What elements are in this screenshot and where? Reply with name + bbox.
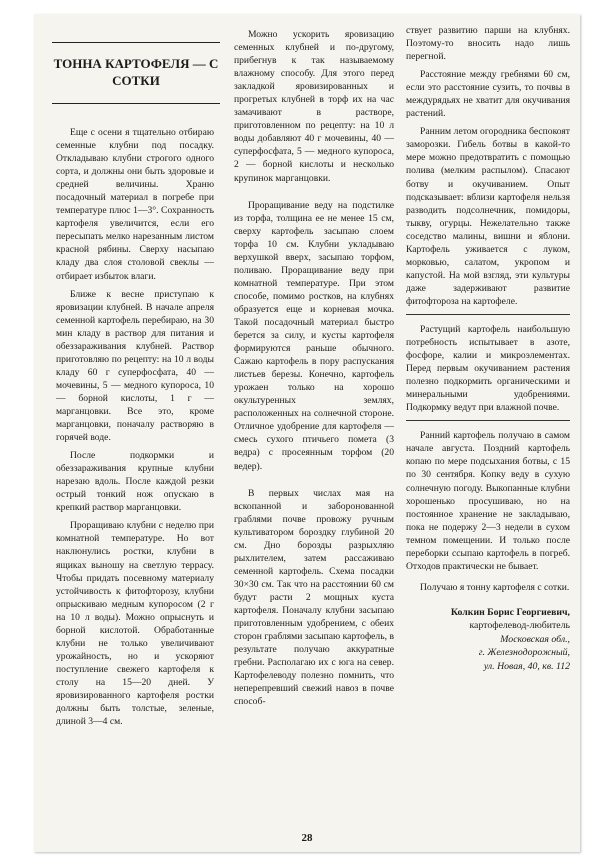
author-name: Колкин Борис Георгиевич, <box>450 606 570 618</box>
author-address-line: г. Железнодорожный, <box>478 647 570 659</box>
author-address-line: Московская обл., <box>500 633 570 645</box>
paragraph: Можно ускорить яровизацию семенных клубней и по-другому, прибегнув к так называемому влажному способу. Для этого перед закладкой яровизированных и прогретых клубней в торф их на час замачивают в растворе, приготовленном по рецепту: на 10 л воды добавляют 40 г мочевины, 40 — суперфосфата, 5 — медного купороса, 2 — борной кислоты и несколько крупинок марганцовки. <box>234 29 394 184</box>
paragraph: Растущий картофель наибольшую потребность испытывает в азоте, фосфоре, калии и микроэлементах. Перед первым окучиванием растения полезно подкормить органическими и минеральными удобрениями. Подкормку ведут при влажной почве. <box>406 323 570 414</box>
paragraph: Проращивание веду на подстилке из торфа, толщина ее не менее 15 см, сверху картофель засыпаю слоем торфа 10 см. Клубни укладываю верхушкой вверх, засыпаю торфом, поливаю. Проращивание веду при комнатной температуре. При этом способе, помимо ростков, на клубнях образуется еще и корневая мочка. Такой посадочный материал быстро берется за силу, и кусты картофеля формируются раньше обычного. Сажаю картофель в пору распускания листьев березы. Конечно, картофель урожаен только на хорошо окультуренных землях, расположенных на солнечной стороне. Отличное удобрение для картофеля — смесь сухого птичьего помета (3 ведра) с просеянным торфом (20 ведер). <box>234 199 394 472</box>
page-number: 28 <box>301 832 313 844</box>
paragraph: После подкормки и обеззараживания крупные клубни нарезаю вдоль. После каждой резки острый тонкий нож опускаю в крепкий раствор марганцовки. <box>56 450 214 514</box>
author-role: картофелевод-любитель <box>469 620 570 632</box>
paragraph: Еще с осени я тщательно отбираю семенные клубни под посадку. Откладываю клубни строгого одного сорта, и должны они быть здоровые и средней величины. Храню посадочный материал в погребе при температуре плюс 1—3°. Сохранность картофеля увеличится, если его пересыпать мелко нарезанным листом красной рябины. Сверху насыпаю кладу два слоя столовой свеклы — отбирает избыток влаги. <box>56 127 214 282</box>
article-title <box>52 42 220 104</box>
paragraph: В первых числах мая на вскопанной и заборонованной граблями почве провожу ручным культиватором бороздку глубиной 20 см. Дно борозды разрыхляю рыхлителем, затем рассаживаю семенной картофель. Схема посадки 30×30 см. Так что на расстоянии 60 см будут расти 2 мощных куста картофеля. Поначалу клубни засыпаю приготовленным удобрением, с обеих сторон граблями засыпаю картофель, в результате получаю аккуратные гребни. Располагаю их с юга на север. Картофелеводу полезно помнить, что неперепревший свежий навоз в почве способ- <box>234 487 394 708</box>
column-1 <box>56 126 214 733</box>
article-title-text: ТОННА КАРТОФЕЛЯ — С СОТКИ <box>53 56 219 88</box>
section-divider <box>406 314 570 315</box>
column-2 <box>234 28 394 713</box>
column-3 <box>406 24 570 673</box>
paragraph: ствует развитию парши на клубнях. Поэтому-то вносить надо лишь перегной. <box>406 25 570 63</box>
paragraph: Ближе к весне приступаю к яровизации клубней. В начале апреля семенной картофель перебираю, на 30 мин кладу в раствор для питания и обеззараживания клубней. Раствор приготовляю по рецепту: на 10 л воды кладу 60 г суперфосфата, 40 — мочевины, 5 — медного купороса, 10 — борной кислоты, 1 г — марганцовки. Все это, кроме марганцовки, поначалу растворяю в горячей воде. <box>56 288 214 444</box>
paragraph: Расстояние между гребнями 60 см, если это расстояние сузить, то почвы в междурядьях не хватит для окучивания растений. <box>406 69 570 120</box>
author-signature <box>406 606 570 674</box>
paragraph: Ранний картофель получаю в самом начале августа. Поздний картофель копаю по мере подсыхания ботвы, с 15 по 30 сентября. Копку веду в сухую солнечную погоду. Выкопанные клубни хорошенько просушиваю, но на постоянное хранение не закладываю, пока не подержу 2—3 недели в сухом темном помещении. И только после переборки ссыпаю картофель в погреб. Отходов практически не бывает. <box>406 430 570 572</box>
magazine-page <box>34 14 580 852</box>
paragraph: Проращиваю клубни с неделю при комнатной температуре. Но вот наклюнулись ростки, клубни в ящиках выношу на светлую террасу. Чтобы придать посевному материалу устойчивость к фитофторозу, клубни опрыскиваю медным купоросом (2 г на 10 л воды). Можно опрыснуть и борной кислотой. Обработанные клубни не только увеличивают урожайность, но и ускоряют поступление свежего картофеля к столу на 15—20 дней. У яровизированного картофеля ростки должны быть толстые, зеленые, длиной 3—4 см. <box>56 520 214 728</box>
paragraph: Ранним летом огородника беспокоят заморозки. Гибель ботвы в какой-то мере можно предотвратить с помощью полива (мелким распылом). Спасают ботву и окучиванием. Опыт подсказывает: вблизи картофеля нельзя разводить подсолнечник, помидоры, тыкву, огурцы. Нежелательно также соседство малины, вишни и яблони. Картофель уживается с луком, морковью, салатом, укропом и капустой. На мой взгляд, эти культуры даже задерживают развитие фитофтороза на картофеле. <box>406 126 570 307</box>
section-divider <box>406 420 570 421</box>
paragraph: Получаю я тонну картофеля с сотки. <box>420 581 570 593</box>
author-address-line: ул. Новая, 40, кв. 112 <box>483 660 570 672</box>
